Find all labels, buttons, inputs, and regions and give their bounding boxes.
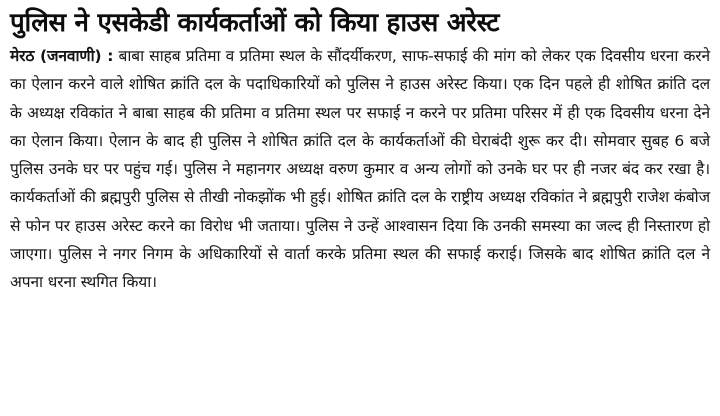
article-body-text: बाबा साहब प्रतिमा व प्रतिमा स्थल के सौंदर्यीकरण, साफ-सफाई की मांग को लेकर एक दिवसीय धरना करने का ऐलान करने वाले शोषित क्रांति दल के पदाधिकारियों को पुलिस ने हाउस अरेस्ट किया। एक दिन पहले ही शोषित क्रांति दल के अध्यक्ष रविकांत ने बाबा साहब की प्रतिमा व प्रतिमा स्थल पर सफाई न करने पर प्रतिमा परिसर में ही एक दिवसीय धरना देने का ऐलान किया। ऐलान के बाद ही पुलिस ने शोषित क्रांति दल के कार्यकर्ताओं की घेराबंदी शुरू कर दी। सोमवार सुबह 6 बजे पुलिस उनके घर पर पहुंच गई। पुलिस ने महानगर अध्यक्ष वरुण कुमार व अन्य लोगों को उनके घर पर ही नजर बंद कर रखा है। कार्यकर्ताओं की ब्रह्मपुरी पुलिस से तीखी नोकझोंक भी हुई। शोषित क्रांति दल के राष्ट्रीय अध्यक्ष रविकांत ने ब्रह्मपुरी राजेश कंबोज से फोन पर हाउस अरेस्ट करने का विरोध भी जताया। पुलिस ने उन्हें आश्वासन दिया कि उनकी समस्या का जल्द ही निस्तारण हो जाएगा। पुलिस ने नगर निगम के अधिकारियों से वार्ता करके प्रतिमा स्थल की सफाई कराई। जिसके बाद शोषित क्रांति दल ने अपना धरना स्थगित किया। (10, 47, 710, 292)
dateline: मेरठ (जनवाणी) : (10, 47, 114, 65)
article-body (10, 42, 710, 297)
headline: पुलिस ने एसकेडी कार्यकर्ताओं को किया हाउस अरेस्ट (10, 8, 500, 38)
